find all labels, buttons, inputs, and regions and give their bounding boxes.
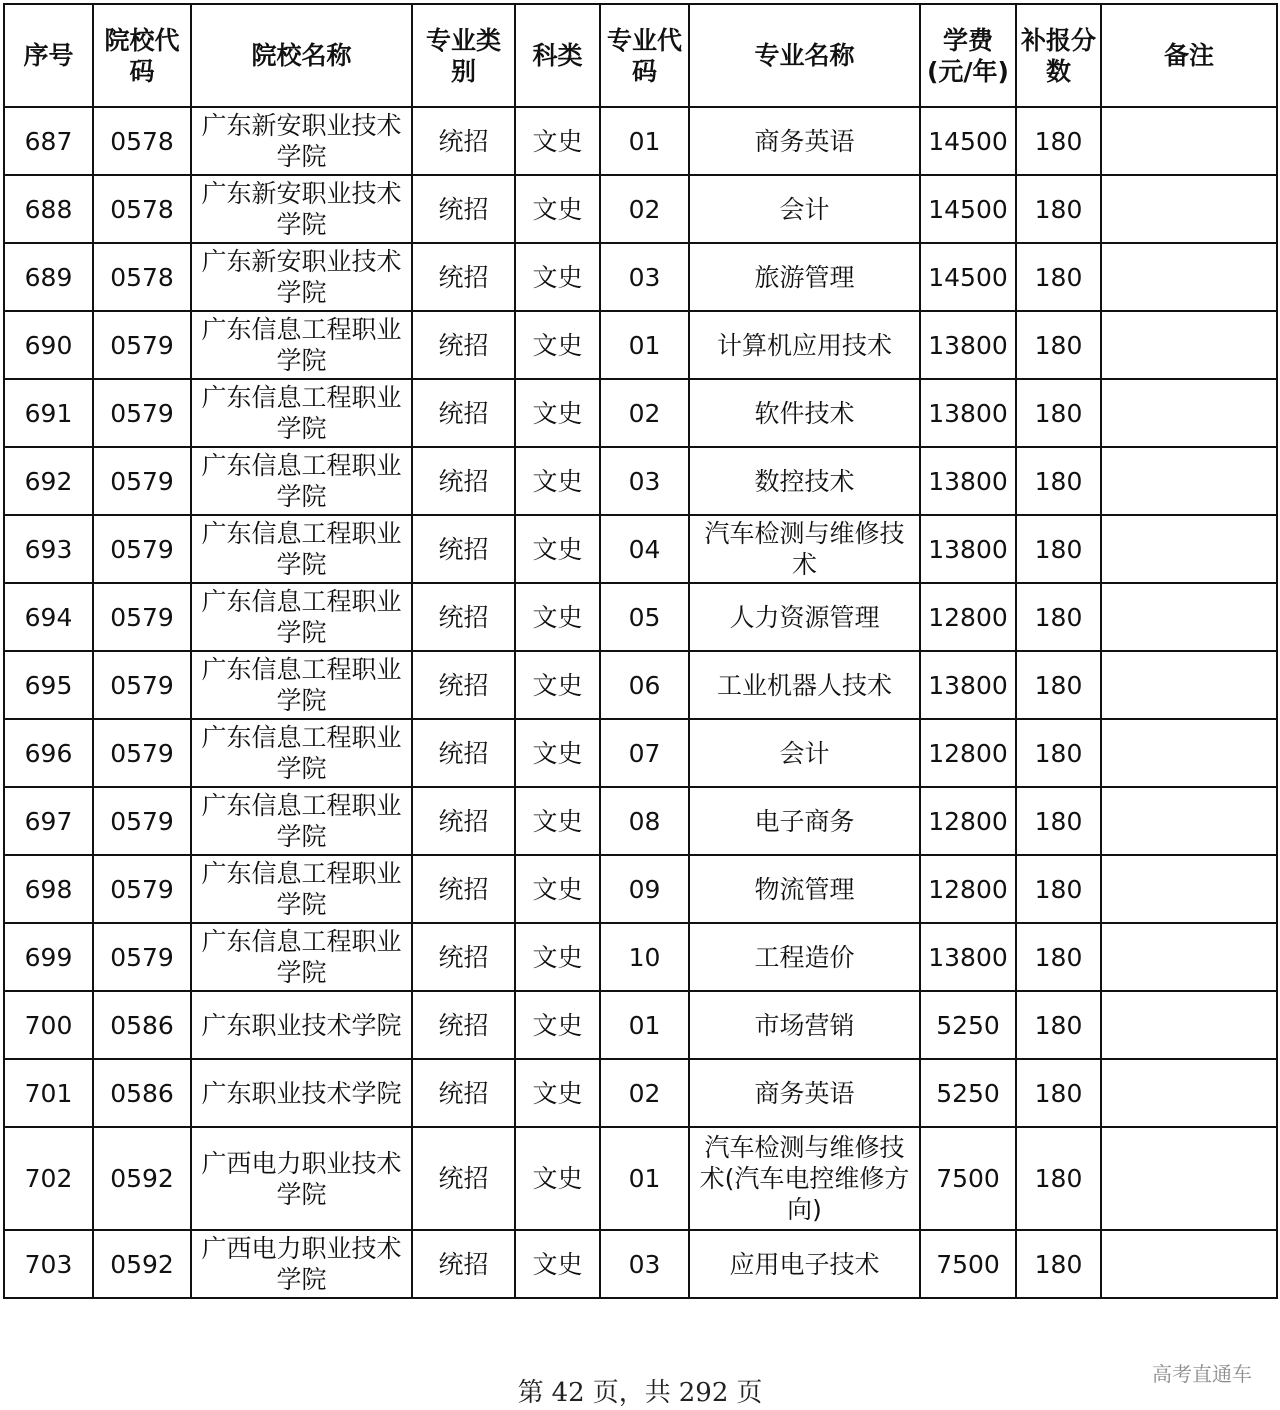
cell-supplement-score: 180 (1016, 1230, 1101, 1298)
cell-school-code: 0579 (93, 923, 191, 991)
cell-major-name: 电子商务 (689, 787, 920, 855)
cell-school-code: 0579 (93, 855, 191, 923)
cell-tuition: 12800 (920, 583, 1016, 651)
cell-remarks (1101, 243, 1277, 311)
cell-index: 700 (4, 991, 93, 1059)
cell-major-code: 01 (600, 991, 689, 1059)
cell-major-category: 统招 (412, 1127, 515, 1230)
cell-remarks (1101, 787, 1277, 855)
cell-index: 698 (4, 855, 93, 923)
cell-school-code: 0586 (93, 991, 191, 1059)
table-row (4, 107, 1277, 175)
cell-major-code: 01 (600, 311, 689, 379)
header-major-code: 专业代码 (600, 4, 689, 107)
cell-remarks (1101, 379, 1277, 447)
cell-index: 697 (4, 787, 93, 855)
cell-major-code: 02 (600, 379, 689, 447)
cell-supplement-score: 180 (1016, 175, 1101, 243)
cell-major-code: 02 (600, 175, 689, 243)
cell-major-name: 市场营销 (689, 991, 920, 1059)
admission-table (3, 3, 1278, 1299)
cell-school-name: 广东信息工程职业学院 (191, 379, 412, 447)
cell-major-category: 统招 (412, 515, 515, 583)
cell-index: 692 (4, 447, 93, 515)
cell-tuition: 12800 (920, 787, 1016, 855)
cell-index: 694 (4, 583, 93, 651)
cell-tuition: 12800 (920, 855, 1016, 923)
cell-major-category: 统招 (412, 107, 515, 175)
cell-school-code: 0578 (93, 175, 191, 243)
cell-remarks (1101, 651, 1277, 719)
cell-major-category: 统招 (412, 855, 515, 923)
cell-subject: 文史 (515, 1230, 600, 1298)
cell-major-name: 工业机器人技术 (689, 651, 920, 719)
table-row (4, 447, 1277, 515)
cell-school-code: 0578 (93, 107, 191, 175)
cell-tuition: 14500 (920, 243, 1016, 311)
cell-school-name: 广东信息工程职业学院 (191, 311, 412, 379)
cell-tuition: 5250 (920, 1059, 1016, 1127)
cell-supplement-score: 180 (1016, 651, 1101, 719)
table-row (4, 787, 1277, 855)
cell-major-category: 统招 (412, 243, 515, 311)
table-row (4, 651, 1277, 719)
header-index: 序号 (4, 4, 93, 107)
table-row (4, 719, 1277, 787)
table-row (4, 1127, 1277, 1230)
cell-remarks (1101, 447, 1277, 515)
cell-supplement-score: 180 (1016, 583, 1101, 651)
header-school-code: 院校代码 (93, 4, 191, 107)
cell-tuition: 13800 (920, 515, 1016, 583)
cell-remarks (1101, 1127, 1277, 1230)
cell-school-name: 广西电力职业技术学院 (191, 1230, 412, 1298)
cell-remarks (1101, 107, 1277, 175)
cell-index: 695 (4, 651, 93, 719)
cell-major-code: 03 (600, 243, 689, 311)
cell-major-name: 商务英语 (689, 107, 920, 175)
cell-index: 696 (4, 719, 93, 787)
cell-subject: 文史 (515, 447, 600, 515)
cell-major-category: 统招 (412, 923, 515, 991)
header-school-name: 院校名称 (191, 4, 412, 107)
cell-major-category: 统招 (412, 311, 515, 379)
cell-major-code: 09 (600, 855, 689, 923)
cell-tuition: 13800 (920, 923, 1016, 991)
cell-major-code: 08 (600, 787, 689, 855)
cell-index: 689 (4, 243, 93, 311)
cell-school-name: 广东信息工程职业学院 (191, 855, 412, 923)
page-suffix: 页 (736, 1378, 763, 1408)
cell-school-name: 广东信息工程职业学院 (191, 787, 412, 855)
cell-school-code: 0579 (93, 583, 191, 651)
table-row (4, 991, 1277, 1059)
cell-supplement-score: 180 (1016, 107, 1101, 175)
cell-major-name: 会计 (689, 175, 920, 243)
cell-school-code: 0578 (93, 243, 191, 311)
cell-supplement-score: 180 (1016, 1059, 1101, 1127)
cell-remarks (1101, 175, 1277, 243)
table-row (4, 1059, 1277, 1127)
cell-school-name: 广东信息工程职业学院 (191, 923, 412, 991)
cell-major-code: 07 (600, 719, 689, 787)
cell-school-code: 0579 (93, 651, 191, 719)
cell-remarks (1101, 311, 1277, 379)
cell-remarks (1101, 855, 1277, 923)
cell-subject: 文史 (515, 379, 600, 447)
cell-major-name: 汽车检测与维修技术(汽车电控维修方向) (689, 1127, 920, 1230)
cell-supplement-score: 180 (1016, 1127, 1101, 1230)
cell-major-name: 汽车检测与维修技术 (689, 515, 920, 583)
cell-index: 687 (4, 107, 93, 175)
cell-subject: 文史 (515, 243, 600, 311)
cell-tuition: 13800 (920, 311, 1016, 379)
cell-major-name: 人力资源管理 (689, 583, 920, 651)
cell-major-name: 旅游管理 (689, 243, 920, 311)
cell-school-name: 广东信息工程职业学院 (191, 583, 412, 651)
cell-tuition: 13800 (920, 379, 1016, 447)
cell-remarks (1101, 991, 1277, 1059)
cell-subject: 文史 (515, 991, 600, 1059)
cell-subject: 文史 (515, 923, 600, 991)
cell-major-name: 物流管理 (689, 855, 920, 923)
cell-major-code: 04 (600, 515, 689, 583)
cell-index: 691 (4, 379, 93, 447)
cell-index: 690 (4, 311, 93, 379)
cell-supplement-score: 180 (1016, 719, 1101, 787)
cell-tuition: 7500 (920, 1230, 1016, 1298)
cell-remarks (1101, 1230, 1277, 1298)
table-row (4, 855, 1277, 923)
cell-major-category: 统招 (412, 583, 515, 651)
cell-subject: 文史 (515, 107, 600, 175)
cell-major-category: 统招 (412, 719, 515, 787)
cell-tuition: 12800 (920, 719, 1016, 787)
header-tuition: 学费(元/年) (920, 4, 1016, 107)
current-page: 42 (551, 1378, 585, 1408)
cell-remarks (1101, 583, 1277, 651)
cell-major-category: 统招 (412, 1059, 515, 1127)
cell-school-code: 0579 (93, 447, 191, 515)
cell-school-code: 0592 (93, 1127, 191, 1230)
cell-major-category: 统招 (412, 1230, 515, 1298)
cell-school-name: 广东新安职业技术学院 (191, 107, 412, 175)
cell-tuition: 13800 (920, 447, 1016, 515)
cell-major-code: 10 (600, 923, 689, 991)
cell-major-code: 03 (600, 447, 689, 515)
table-body (4, 107, 1277, 1298)
cell-school-code: 0579 (93, 311, 191, 379)
cell-supplement-score: 180 (1016, 447, 1101, 515)
cell-tuition: 5250 (920, 991, 1016, 1059)
cell-major-category: 统招 (412, 991, 515, 1059)
cell-major-category: 统招 (412, 651, 515, 719)
cell-school-code: 0579 (93, 719, 191, 787)
cell-index: 703 (4, 1230, 93, 1298)
cell-tuition: 14500 (920, 175, 1016, 243)
cell-supplement-score: 180 (1016, 991, 1101, 1059)
cell-major-category: 统招 (412, 175, 515, 243)
table-row (4, 515, 1277, 583)
cell-school-code: 0579 (93, 379, 191, 447)
table-row (4, 311, 1277, 379)
cell-supplement-score: 180 (1016, 243, 1101, 311)
page-mid: 页，共 (592, 1378, 671, 1408)
cell-remarks (1101, 719, 1277, 787)
cell-supplement-score: 180 (1016, 311, 1101, 379)
cell-school-code: 0586 (93, 1059, 191, 1127)
cell-subject: 文史 (515, 855, 600, 923)
cell-school-name: 广东职业技术学院 (191, 991, 412, 1059)
cell-major-name: 工程造价 (689, 923, 920, 991)
cell-school-code: 0579 (93, 787, 191, 855)
cell-major-code: 02 (600, 1059, 689, 1127)
page-prefix: 第 (517, 1378, 544, 1408)
cell-index: 699 (4, 923, 93, 991)
cell-supplement-score: 180 (1016, 515, 1101, 583)
table-row (4, 175, 1277, 243)
cell-remarks (1101, 923, 1277, 991)
header-supplement-score: 补报分数 (1016, 4, 1101, 107)
cell-major-code: 01 (600, 107, 689, 175)
cell-remarks (1101, 1059, 1277, 1127)
table-row (4, 1230, 1277, 1298)
cell-school-name: 广西电力职业技术学院 (191, 1127, 412, 1230)
cell-major-name: 会计 (689, 719, 920, 787)
cell-tuition: 13800 (920, 651, 1016, 719)
cell-major-name: 软件技术 (689, 379, 920, 447)
cell-major-name: 商务英语 (689, 1059, 920, 1127)
cell-school-name: 广东职业技术学院 (191, 1059, 412, 1127)
cell-school-name: 广东信息工程职业学院 (191, 447, 412, 515)
cell-school-code: 0592 (93, 1230, 191, 1298)
cell-major-code: 03 (600, 1230, 689, 1298)
cell-subject: 文史 (515, 787, 600, 855)
header-major-category: 专业类别 (412, 4, 515, 107)
cell-tuition: 14500 (920, 107, 1016, 175)
header-subject: 科类 (515, 4, 600, 107)
table-row (4, 243, 1277, 311)
cell-subject: 文史 (515, 583, 600, 651)
cell-school-name: 广东信息工程职业学院 (191, 515, 412, 583)
cell-major-code: 06 (600, 651, 689, 719)
cell-remarks (1101, 515, 1277, 583)
total-pages: 292 (678, 1378, 729, 1408)
cell-supplement-score: 180 (1016, 923, 1101, 991)
cell-major-category: 统招 (412, 447, 515, 515)
cell-major-code: 05 (600, 583, 689, 651)
cell-school-name: 广东信息工程职业学院 (191, 651, 412, 719)
table-row (4, 379, 1277, 447)
table-header-row (4, 4, 1277, 107)
cell-major-name: 计算机应用技术 (689, 311, 920, 379)
header-major-name: 专业名称 (689, 4, 920, 107)
cell-subject: 文史 (515, 1127, 600, 1230)
cell-index: 688 (4, 175, 93, 243)
cell-school-code: 0579 (93, 515, 191, 583)
cell-major-name: 应用电子技术 (689, 1230, 920, 1298)
cell-index: 701 (4, 1059, 93, 1127)
table-row (4, 583, 1277, 651)
cell-major-code: 01 (600, 1127, 689, 1230)
header-remarks: 备注 (1101, 4, 1277, 107)
cell-subject: 文史 (515, 719, 600, 787)
cell-index: 693 (4, 515, 93, 583)
cell-supplement-score: 180 (1016, 855, 1101, 923)
cell-school-name: 广东新安职业技术学院 (191, 243, 412, 311)
cell-subject: 文史 (515, 311, 600, 379)
table-row (4, 923, 1277, 991)
cell-supplement-score: 180 (1016, 787, 1101, 855)
cell-supplement-score: 180 (1016, 379, 1101, 447)
cell-subject: 文史 (515, 515, 600, 583)
cell-index: 702 (4, 1127, 93, 1230)
cell-school-name: 广东新安职业技术学院 (191, 175, 412, 243)
cell-major-name: 数控技术 (689, 447, 920, 515)
cell-subject: 文史 (515, 651, 600, 719)
cell-subject: 文史 (515, 1059, 600, 1127)
cell-tuition: 7500 (920, 1127, 1016, 1230)
cell-school-name: 广东信息工程职业学院 (191, 719, 412, 787)
cell-subject: 文史 (515, 175, 600, 243)
watermark: 高考直通车 (1152, 1362, 1252, 1386)
cell-major-category: 统招 (412, 379, 515, 447)
page-footer (0, 1372, 1280, 1409)
cell-major-category: 统招 (412, 787, 515, 855)
